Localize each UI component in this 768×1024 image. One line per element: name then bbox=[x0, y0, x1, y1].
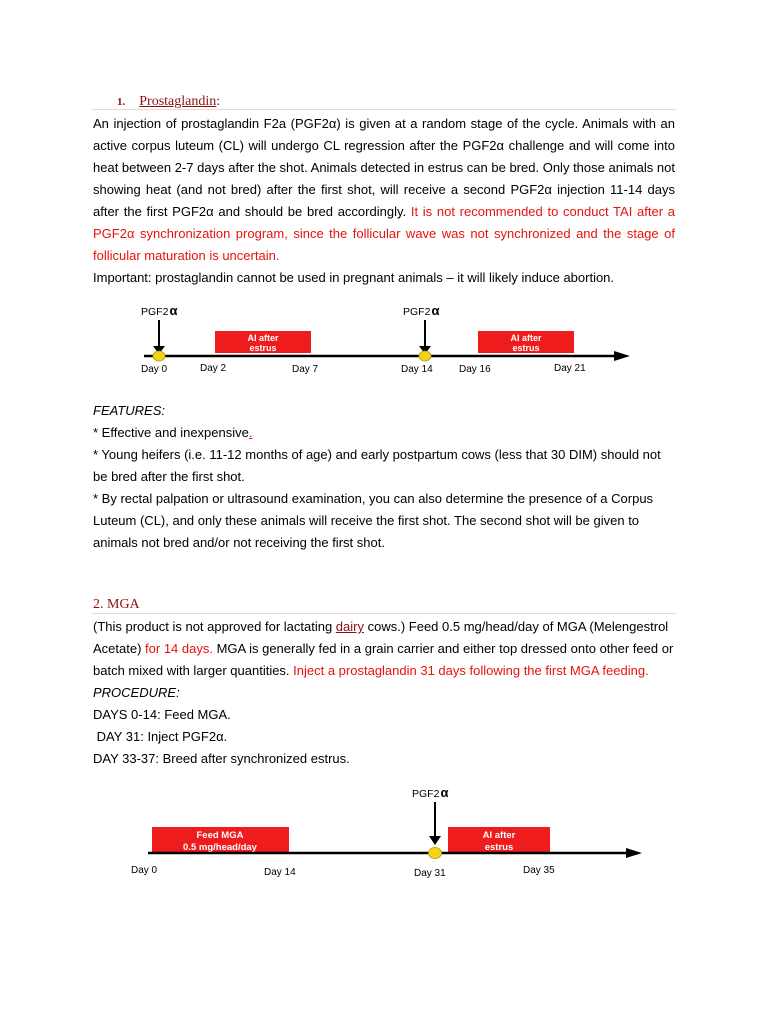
day-label: Day 14 bbox=[401, 364, 433, 375]
box2-line2: estrus bbox=[512, 343, 540, 353]
arrow-head-3 bbox=[429, 836, 441, 845]
procedure-step-1: DAYS 0-14: Feed MGA. bbox=[93, 707, 231, 722]
day-label: Day 16 bbox=[459, 364, 491, 375]
section1-title-colon: : bbox=[216, 94, 221, 109]
procedure-heading: PROCEDURE: bbox=[93, 685, 180, 700]
mga-timeline bbox=[128, 782, 653, 882]
section1-text: An injection of prostaglandin F2a (PGF2α) is given at a random stage of the cycle. Animals with an active corpus luteum (CL) will undergo CL regression after the PGF2α challenge and will come into heat between 2-7 days after the shot. Animals detected in estrus can be bred. Only those animals not showing heat (and not bred) after the first shot, will receive a second PGF2α injection 11-14 days after the first PGF2α and should be bred accordingly. bbox=[93, 116, 675, 219]
injection-dot-2 bbox=[419, 351, 431, 361]
dairy-link[interactable]: dairy bbox=[335, 619, 364, 634]
box2-line1: AI after bbox=[510, 333, 542, 343]
section2-rule bbox=[92, 613, 676, 614]
section2-heading: 2. MGA bbox=[93, 597, 140, 612]
procedure-step-3: DAY 33-37: Breed after synchronized estrus. bbox=[93, 751, 350, 766]
section1-title: Prostaglandin bbox=[139, 94, 217, 109]
feature-item-3: * By rectal palpation or ultrasound examination, you can also determine the presence of a Corpus Luteum (CL), and only these animals will receive the first shot. The second shot will be given to animals not bred and/or not receiving the first shot. bbox=[93, 491, 654, 550]
timeline-arrowhead-1 bbox=[614, 351, 630, 361]
day-label: Day 21 bbox=[554, 363, 586, 374]
timeline-arrowhead-2 bbox=[626, 848, 642, 858]
feature-item-1: * Effective and inexpensive. bbox=[93, 425, 253, 440]
day-label: Day 31 bbox=[414, 868, 446, 879]
feature-item-2: * Young heifers (i.e. 11-12 months of age) and early postpartum cows (less that 30 DIM) should not be bred after the first shot. bbox=[93, 447, 661, 484]
day-label: Day 2 bbox=[200, 363, 227, 374]
feed-line2: 0.5 mg/head/day bbox=[183, 842, 257, 853]
injection-dot-1 bbox=[153, 351, 165, 361]
section2-paragraph: (This product is not approved for lactating dairy cows.) Feed 0.5 mg/head/day of MGA (Melengestrol Acetate) for 14 days. MGA is generally fed in a grain carrier and either top dressed onto other feed or batch mixed with larger quantities. Inject a prostaglandin 31 days following the first MGA feeding. bbox=[93, 619, 674, 678]
section1-rule bbox=[92, 109, 676, 110]
day-label: Day 0 bbox=[131, 865, 158, 876]
injection-dot-3 bbox=[429, 848, 442, 859]
prostaglandin-timeline bbox=[130, 298, 640, 380]
box1-line2: estrus bbox=[249, 343, 277, 353]
section1-number: 1. bbox=[117, 96, 126, 108]
features-heading: FEATURES: bbox=[93, 403, 165, 418]
procedure-step-2: DAY 31: Inject PGF2α. bbox=[93, 729, 228, 744]
day-label: Day 14 bbox=[264, 867, 296, 878]
section1-heading bbox=[117, 94, 220, 110]
box1-line1: AI after bbox=[247, 333, 279, 343]
section1-paragraph bbox=[93, 113, 675, 267]
feed-line1: Feed MGA bbox=[196, 830, 244, 841]
pgf-label-1: PGF2α bbox=[141, 303, 178, 318]
important-note: Important: prostaglandin cannot be used in pregnant animals – it will likely induce abortion. bbox=[93, 270, 615, 285]
section1-warning: It is not recommended to conduct TAI after a PGF2α synchronization program, since the follicular wave was not synchronized and the stage of follicular maturation is uncertain. bbox=[93, 204, 675, 263]
pgf-label-3: PGF2α bbox=[412, 785, 449, 800]
day-label: Day 7 bbox=[292, 364, 319, 375]
day-label: Day 35 bbox=[523, 865, 555, 876]
day-label: Day 0 bbox=[141, 364, 168, 375]
ai-line1: AI after bbox=[482, 830, 516, 841]
ai-line2: estrus bbox=[484, 842, 514, 853]
pgf-label-2: PGF2α bbox=[403, 303, 440, 318]
